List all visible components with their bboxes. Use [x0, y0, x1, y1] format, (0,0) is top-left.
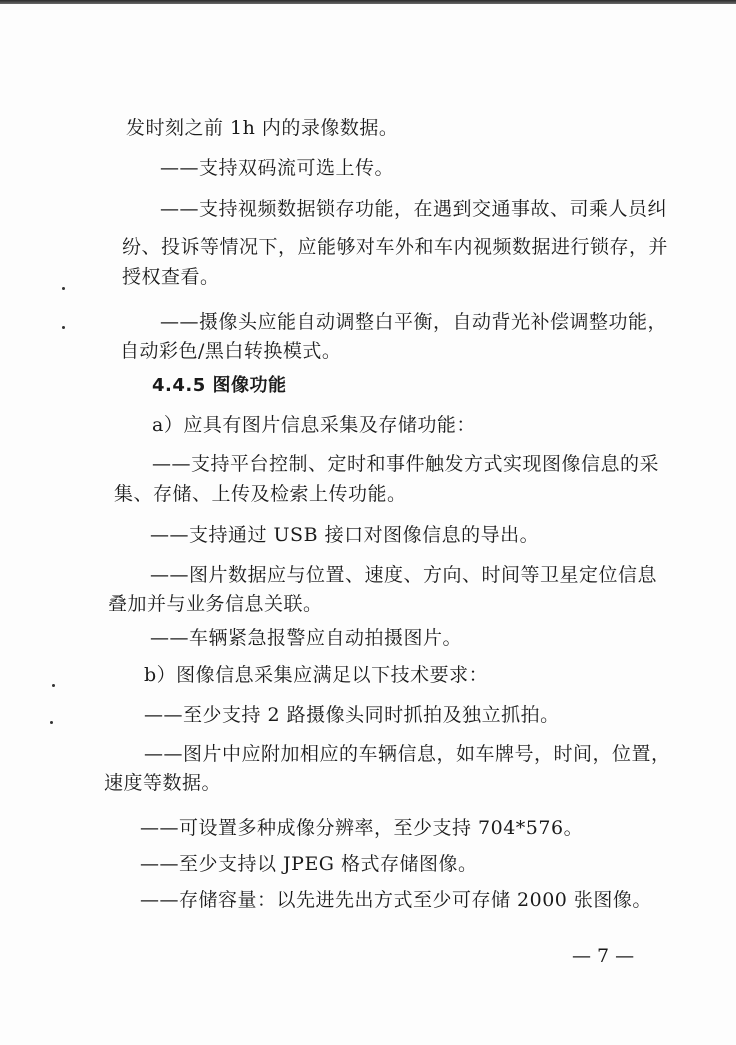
scan-speck [50, 721, 53, 724]
scan-top-edge [0, 0, 736, 4]
body-line: ——支持通过 USB 接口对图像信息的导出。 [150, 524, 540, 546]
body-line: ——摄像头应能自动调整白平衡，自动背光补偿调整功能， [160, 311, 668, 333]
body-line: 授权查看。 [122, 266, 220, 288]
body-line: 发时刻之前 1h 内的录像数据。 [126, 117, 399, 139]
body-line: 自动彩色/黑白转换模式。 [120, 340, 342, 362]
body-line: a）应具有图片信息采集及存储功能： [152, 414, 476, 436]
page-number: — 7 — [572, 945, 635, 967]
body-line: 速度等数据。 [104, 772, 222, 794]
body-line: ——可设置多种成像分辨率，至少支持 704*576。 [140, 817, 584, 839]
body-line: ——存储容量：以先进先出方式至少可存储 2000 张图像。 [140, 889, 652, 911]
body-line: ——图片数据应与位置、速度、方向、时间等卫星定位信息 [150, 564, 658, 586]
body-line: b）图像信息采集应满足以下技术要求： [144, 664, 489, 686]
body-line: 纷、投诉等情况下，应能够对车外和车内视频数据进行锁存，并 [122, 236, 669, 258]
body-line: ——车辆紧急报警应自动拍摄图片。 [150, 627, 463, 649]
scan-speck [52, 684, 55, 687]
body-line: ——至少支持 2 路摄像头同时抓拍及独立抓拍。 [144, 704, 560, 726]
body-line: 集、存储、上传及检索上传功能。 [114, 483, 407, 505]
body-line: ——图片中应附加相应的车辆信息，如车牌号，时间，位置， [144, 743, 671, 765]
section-heading: 4.4.5 图像功能 [152, 375, 287, 396]
scan-speck [62, 287, 65, 290]
body-line: 叠加并与业务信息关联。 [108, 593, 323, 615]
body-line: ——至少支持以 JPEG 格式存储图像。 [140, 853, 478, 875]
body-line: ——支持视频数据锁存功能，在遇到交通事故、司乘人员纠 [160, 198, 668, 220]
body-line: ——支持双码流可选上传。 [160, 157, 395, 179]
body-line: ——支持平台控制、定时和事件触发方式实现图像信息的采 [152, 453, 660, 475]
scan-speck [62, 326, 65, 329]
